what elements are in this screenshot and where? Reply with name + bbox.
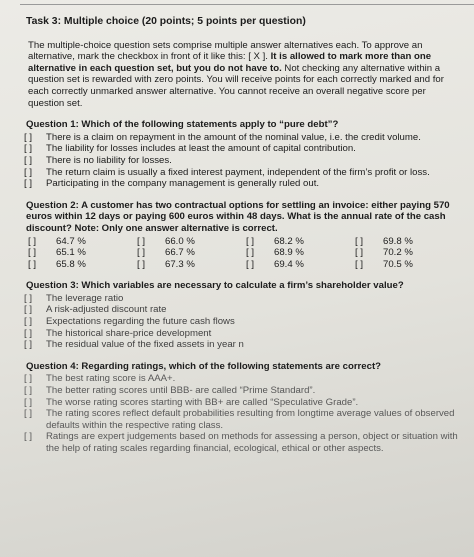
q2-option-value: 65.8 % [56,258,86,270]
q2-option[interactable] [24,259,133,271]
q1-checkbox[interactable]: [ ] [24,178,32,190]
question-4-heading: Question 4: Regarding ratings, which of the following statements are correct? [26,360,382,372]
q4-option[interactable] [24,431,460,454]
q2-option[interactable] [351,247,460,259]
q4-option-text: The best rating score is AAA+. [46,373,176,385]
q2-option-value: 68.9 % [274,247,304,259]
q1-checkbox[interactable]: [ ] [24,143,32,155]
q3-option[interactable] [24,339,460,351]
q1-checkbox[interactable]: [ ] [24,154,32,166]
q2-option-value: 64.7 % [56,235,86,247]
intro-part-1: The multiple-choice question sets comprise multiple answer alternatives each. To approve an alternative, mark the checkbox in front of it like this: [ X ]. [28,39,423,63]
q2-option[interactable] [242,236,351,248]
q3-checkbox[interactable]: [ ] [24,304,32,316]
q1-option-text: There is a claim on repayment in the amount of the nominal value, i.e. the credit volume. [46,131,421,143]
q2-option[interactable] [133,259,242,271]
q4-option[interactable] [24,385,460,397]
q3-option-text: The historical share-price development [46,327,212,339]
q1-option[interactable] [24,143,460,155]
q2-option[interactable] [242,259,351,271]
top-rule [20,4,474,5]
q2-option[interactable] [24,236,133,248]
q1-option-text: There is no liability for losses. [46,154,172,166]
q1-option[interactable] [24,155,460,167]
q2-option-value: 65.1 % [56,247,86,259]
q2-option-value: 70.5 % [383,258,413,270]
q4-checkbox[interactable]: [ ] [24,385,32,397]
q3-option[interactable] [24,293,460,305]
q2-checkbox[interactable]: [ ] [137,258,145,270]
q2-option[interactable] [133,236,242,248]
q2-option-value: 66.0 % [165,235,195,247]
q3-checkbox[interactable]: [ ] [24,292,32,304]
q3-option[interactable] [24,316,460,328]
q2-checkbox[interactable]: [ ] [246,258,254,270]
question-1-heading: Question 1: Which of the following statements apply to “pure debt”? [26,119,339,131]
q1-option[interactable] [24,178,460,190]
q4-option[interactable] [24,408,460,431]
q2-option-value: 67.3 % [165,258,195,270]
q2-checkbox[interactable]: [ ] [355,247,363,259]
q2-option[interactable] [351,259,460,271]
q2-option-value: 69.8 % [383,235,413,247]
q3-checkbox[interactable]: [ ] [24,316,32,328]
q1-option[interactable] [24,132,460,144]
q3-option[interactable] [24,304,460,316]
q1-checkbox[interactable]: [ ] [24,131,32,143]
task-instructions [28,40,460,110]
q3-checkbox[interactable]: [ ] [24,327,32,339]
q3-option-text: Expectations regarding the future cash flows [46,316,235,328]
q4-option-text: Ratings are expert judgements based on methods for assessing a person, object or situation with the help of rating scales regarding financial, ecological, ethical or other aspects. [46,431,458,454]
q2-checkbox[interactable]: [ ] [28,258,36,270]
q4-checkbox[interactable]: [ ] [24,431,32,443]
q3-option[interactable] [24,328,460,340]
q4-option[interactable] [24,397,460,409]
q1-option-text: The liability for losses includes at least the amount of capital contribution. [46,143,356,155]
q2-checkbox[interactable]: [ ] [137,247,145,259]
q2-option[interactable] [242,247,351,259]
q1-checkbox[interactable]: [ ] [24,166,32,178]
q4-option-text: The rating scores reflect default probabilities resulting from longtime average values of observed defaults within the respective rating class. [46,408,455,431]
q4-checkbox[interactable]: [ ] [24,373,32,385]
q4-option[interactable] [24,373,460,385]
q4-checkbox[interactable]: [ ] [24,408,32,420]
q1-option-text: The return claim is usually a fixed interest payment, independent of the firm’s profit or loss. [46,166,430,178]
q2-checkbox[interactable]: [ ] [28,247,36,259]
q2-checkbox[interactable]: [ ] [355,258,363,270]
q2-checkbox[interactable]: [ ] [28,235,36,247]
q2-checkbox[interactable]: [ ] [137,235,145,247]
intro-part-2: Not checking any alternative within a question set is rewarded with zero points. You will receive points for each correctly marked and for each correctly unmarked answer alternative. You cannot receive an overall negative score per question set. [28,62,444,109]
q2-answer-grid [24,236,460,271]
q4-option-text: The better rating scores until BBB- are called “Prime Standard”. [46,385,316,397]
q3-checkbox[interactable]: [ ] [24,339,32,351]
q2-option-value: 66.7 % [165,247,195,259]
q2-checkbox[interactable]: [ ] [246,247,254,259]
q2-option[interactable] [24,247,133,259]
intro-bold-rule: It is allowed to mark more than one alternative in each question set, but you do not have to. [28,51,432,74]
q3-option-text: The residual value of the fixed assets in year n [46,339,244,351]
q2-option-value: 70.2 % [383,247,413,259]
q2-option[interactable] [351,236,460,248]
q1-option[interactable] [24,167,460,179]
q2-option[interactable] [133,247,242,259]
q1-option-text: Participating in the company management is generally ruled out. [46,178,320,190]
q2-checkbox[interactable]: [ ] [355,235,363,247]
q4-option-text: The worse rating scores starting with BB+ are called “Speculative Grade”. [46,396,359,408]
question-3-heading: Question 3: Which variables are necessary to calculate a firm’s shareholder value? [26,280,404,292]
q2-option-value: 68.2 % [274,235,304,247]
q3-option-text: A risk-adjusted discount rate [46,304,167,316]
question-2-heading: Question 2: A customer has two contractual options for settling an invoice: either paying 570 euros within 12 days or paying 600 euros within 48 days. What is the annual rate of the cash discount? Note: Only one answer alternative is correct. [26,199,450,234]
task-title: Task 3: Multiple choice (20 points; 5 points per question) [26,16,306,27]
q2-option-value: 69.4 % [274,258,304,270]
q3-option-text: The leverage ratio [46,292,124,304]
q4-checkbox[interactable]: [ ] [24,396,32,408]
q2-checkbox[interactable]: [ ] [246,235,254,247]
